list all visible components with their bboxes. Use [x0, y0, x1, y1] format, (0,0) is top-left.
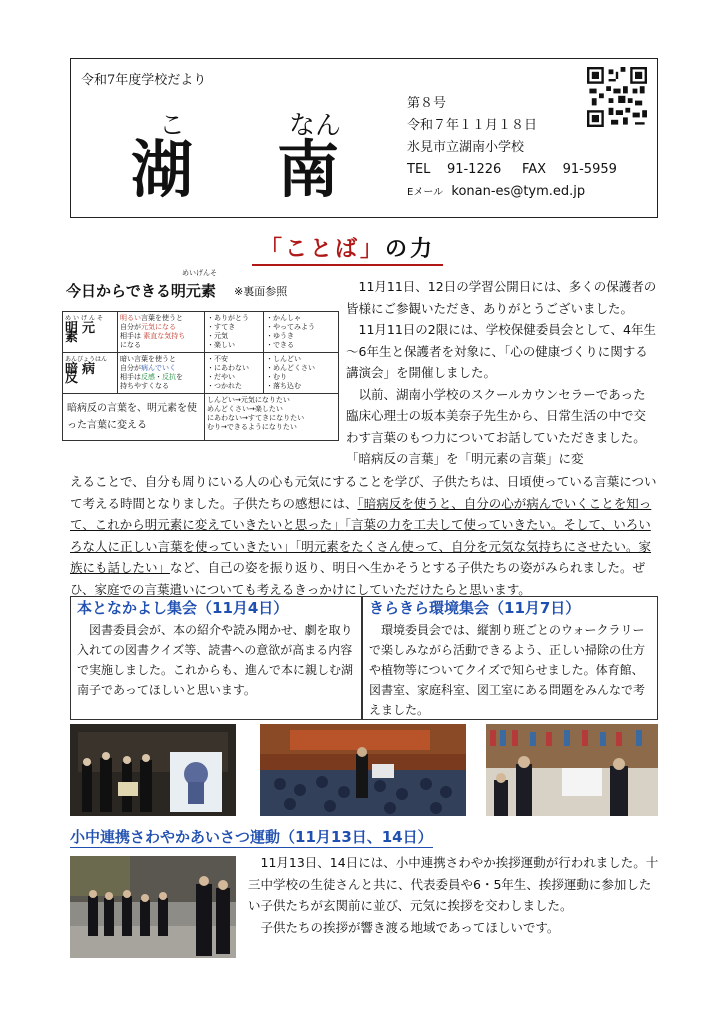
conversion-examples [205, 394, 339, 441]
desc-text: 反感 [141, 373, 155, 381]
email-line [407, 181, 617, 204]
book-event-title: 本となかよし集会（11月4日） [77, 599, 289, 617]
paragraph-text: えることで、自分も周りにいる人の心も元気にすることを学び、子供たちは、日頃使っている言葉について考える時間となりました。子供たちの感想には、 [70, 474, 657, 511]
intro-ruby: めいげんそ [182, 269, 217, 277]
desc-text: になる [120, 341, 141, 349]
paragraph [70, 471, 660, 600]
anbyouhan-words-a [205, 353, 264, 394]
paragraph: 子供たちの挨拶が響き渡る地域であってほしいです。 [260, 919, 560, 935]
word-item: ・やってみよう [266, 323, 315, 331]
article-column [346, 276, 658, 470]
email-address: konan-es@tym.ed.jp [451, 184, 586, 199]
tel-number: 91-1226 [446, 162, 502, 177]
phone-fax [407, 159, 617, 181]
quote: 「暗病反を使うと、自分の心が病んでいくことを知って、これから明元素に変えていきたいと思った」 [70, 495, 652, 532]
conversion-item: めんどくさい→楽したい [207, 405, 283, 413]
meigenso-desc [118, 312, 205, 353]
intro-reference: ※裏面参照 [234, 285, 288, 298]
quote: 「明元素をたくさん使って、自分を元気な気持ちにさせたい。家族にも話したい」 [70, 538, 652, 575]
library-assembly-photo [70, 724, 236, 816]
word-item: ・にあわない [207, 364, 249, 372]
issue-date: 令和７年１１月１８日 [407, 118, 538, 133]
fax-label: FAX [521, 162, 547, 177]
paragraph: 11月11日の2限には、学校保健委員会として、4年生～6年生と保護者を対象に、「心の健康づくりに関する講演会」を開催しました。 [346, 322, 656, 380]
desc-text: 自分が [120, 323, 141, 331]
email-label: Eメール [407, 187, 444, 198]
issue-info [407, 93, 617, 204]
article-continued [70, 471, 660, 600]
qr-code-icon[interactable] [587, 67, 647, 127]
word-item: ・落ち込む [266, 382, 301, 390]
environment-event-title: きらきら環境集会（11月7日） [369, 599, 581, 617]
newsletter-subtitle: 令和7年度学校だより [81, 73, 207, 88]
table-row [63, 394, 339, 441]
word-item: ・つかれた [207, 382, 242, 390]
meigenso-ruby: めいげんそ [65, 315, 106, 322]
anbyouhan-ruby: あんびょうはん [65, 356, 108, 363]
theme-suffix: の力 [385, 236, 436, 262]
desc-text: 反抗 [162, 373, 176, 381]
library-quiz-photo [486, 724, 658, 816]
meigenso-label: 明元素 [65, 321, 100, 345]
desc-text: 暗い言葉を使うと [120, 355, 176, 363]
greeting-campaign-body [248, 852, 662, 938]
issue-number: 第８号 [407, 96, 447, 111]
desc-text: 病んでいく [141, 364, 176, 372]
title-char-nan: 南 [277, 133, 340, 206]
table-row [63, 312, 339, 353]
conversion-item: むり→できるようになりたい [207, 423, 297, 431]
quote: 「言葉の力を工夫して使っていきたい。そして、いろいろな人に正しい言葉を使っていきたい」 [70, 517, 651, 554]
word-item: ・すてき [207, 323, 236, 331]
school-name: 氷見市立湖南小学校 [407, 140, 525, 155]
anbyouhan-words-b [264, 353, 339, 394]
title-char-ko: 湖 [131, 133, 194, 206]
desc-text: 相手は [120, 332, 141, 340]
paragraph-text: など、自己の姿を振り返り、明日へ生かそうとする子供たちの姿がみられました。ぜひ、家庭での言葉遣いについても考えるきっかけにしていただけたらと思います。 [70, 560, 646, 597]
meigenso-words-b [264, 312, 339, 353]
paragraph: 11月11日、12日の学習公開日には、多くの保護者の皆様にご参観いただき、ありがとうございました。 [346, 279, 657, 316]
word-item: ・元気 [207, 332, 228, 340]
tel-label: TEL [407, 162, 431, 177]
environment-event-body: 環境委員会では、縦割り班ごとのウォークラリーで楽しみながら活動できるよう、正しい掃除の仕方や植物等についてクイズで知らせました。体育館、図書室、家庭科室、図工室にある問題をみんなで考えました。 [369, 623, 646, 717]
book-event-body: 図書委員会が、本の紹介や読み聞かせ、劇を取り入れての図書クイズ等、読書への意欲が高まる内容で実施しました。これからも、進んで本に親しむ湖南子であってほしいと思います。 [77, 623, 354, 697]
conversion-item: しんどい→元気になりたい [207, 396, 290, 404]
paragraph: 11月13日、14日には、小中連携さわやか挨拶運動が行われました。十三中学校の生徒さんと共に、代表委員や6・5年生、挨拶運動に参加したい子供たちが玄関前に並び、元気に挨拶を交わしました。 [248, 855, 659, 913]
desc-text: を [176, 373, 183, 381]
desc-text: 自分が [120, 364, 141, 372]
word-item: ・ありがとう [207, 314, 249, 322]
masthead [70, 58, 658, 218]
intro-title: 今日からできる明元素 [66, 282, 216, 300]
word-item: ・楽しい [207, 341, 235, 349]
paragraph: 以前、湖南小学校のスクールカウンセラーであった臨床心理士の坂本美奈子先生から、日常生活の中で交わす言葉のもつ力についてお話していただきました。「暗病反の言葉」を「明元素の言葉」に変 [346, 386, 647, 466]
word-item: ・めんどくさい [266, 364, 315, 372]
fax-number: 91-5959 [562, 162, 617, 177]
word-item: ・しんどい [266, 355, 301, 363]
word-item: ・だやい [207, 373, 235, 381]
environment-assembly-photo [260, 724, 466, 816]
desc-text: 元気になる [141, 323, 176, 331]
word-item: ・不安 [207, 355, 228, 363]
desc-text: 持ちやすくなる [120, 382, 169, 390]
anbyouhan-cell [63, 353, 118, 394]
conversion-instruction: 暗病反の言葉を、明元素を使った言葉に変える [63, 394, 205, 441]
anbyouhan-desc [118, 353, 205, 394]
anbyouhan-label: 暗病反 [65, 362, 100, 386]
desc-text: 相手は [120, 373, 141, 381]
desc-text: ・ [155, 373, 162, 381]
greeting-campaign-photo [70, 856, 236, 958]
desc-text: 言葉を使うと [141, 314, 183, 322]
word-item: ・ゆうき [266, 332, 294, 340]
word-comparison-table [62, 311, 339, 441]
title-ruby-nan: なん [289, 111, 342, 141]
word-item: ・できる [266, 341, 294, 349]
meigenso-words-a [205, 312, 264, 353]
environment-event-box [362, 596, 658, 720]
conversion-item: にあわない→すてきになりたい [207, 414, 305, 422]
book-event-box [70, 596, 362, 720]
greeting-campaign-title: 小中連携さわやかあいさつ運動（11月13日、14日） [70, 828, 433, 846]
table-row [63, 353, 339, 394]
word-item: ・かんしゃ [266, 314, 301, 322]
theme-word: 「ことば」 [260, 236, 386, 262]
title-ruby-ko: こ [159, 111, 186, 141]
word-item: ・むり [266, 373, 287, 381]
meigenso-cell [63, 312, 118, 353]
desc-text: 明るい [120, 314, 141, 322]
desc-text: 素直な気持ち [143, 332, 186, 340]
theme-heading [252, 232, 443, 266]
